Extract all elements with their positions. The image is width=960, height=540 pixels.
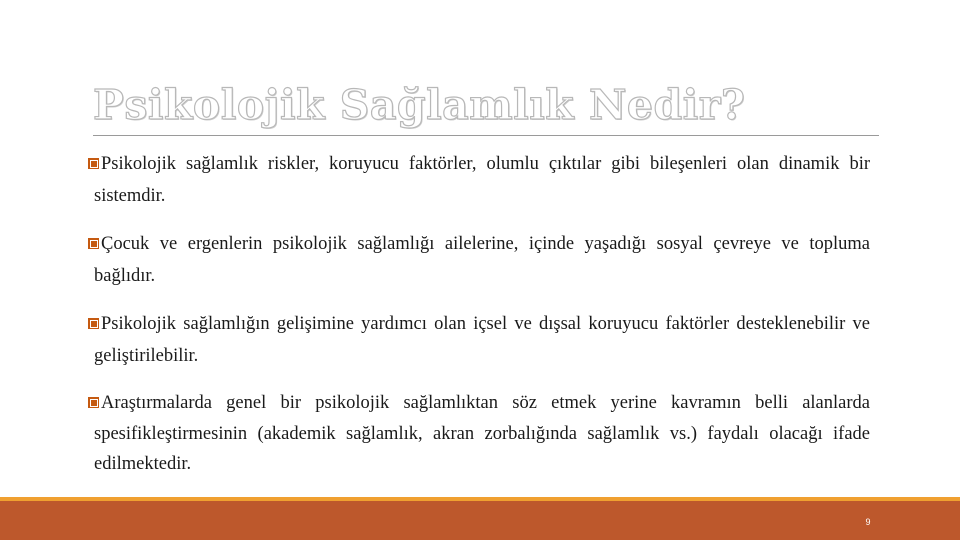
checkbox-bullet-icon (88, 397, 99, 408)
title-divider (93, 135, 879, 136)
slide-title: Psikolojik Sağlamlık Nedir? (93, 81, 746, 129)
bullet-text: Çocuk ve ergenlerin psikolojik sağlamlığı ailelerine, içinde yaşadığı sosyal çevreye ve topluma bağlıdır. (94, 234, 870, 286)
bullet-item (88, 228, 870, 292)
bullet-text: Psikolojik sağlamlık riskler, koruyucu faktörler, olumlu çıktılar gibi bileşenleri olan dinamik bir sistemdir. (94, 154, 870, 206)
bullet-item (88, 148, 870, 212)
bullet-text: Araştırmalarda genel bir psikolojik sağlamlıktan söz etmek yerine kavramın belli alanlarda spesifikleştirmesinin (akademik sağlamlık, akran zorbalığında sağlamlık vs.) faydalı olacağı ifade edilmektedir. (94, 393, 870, 474)
page-number: 9 (865, 517, 871, 527)
checkbox-bullet-icon (88, 238, 99, 249)
footer-bar (0, 501, 960, 540)
checkbox-bullet-icon (88, 318, 99, 329)
bullet-list (88, 148, 870, 496)
bullet-item (88, 388, 870, 480)
bullet-item (88, 308, 870, 372)
bullet-text: Psikolojik sağlamlığın gelişimine yardımcı olan içsel ve dışsal koruyucu faktörler desteklenebilir ve geliştirilebilir. (94, 314, 870, 366)
checkbox-bullet-icon (88, 158, 99, 169)
